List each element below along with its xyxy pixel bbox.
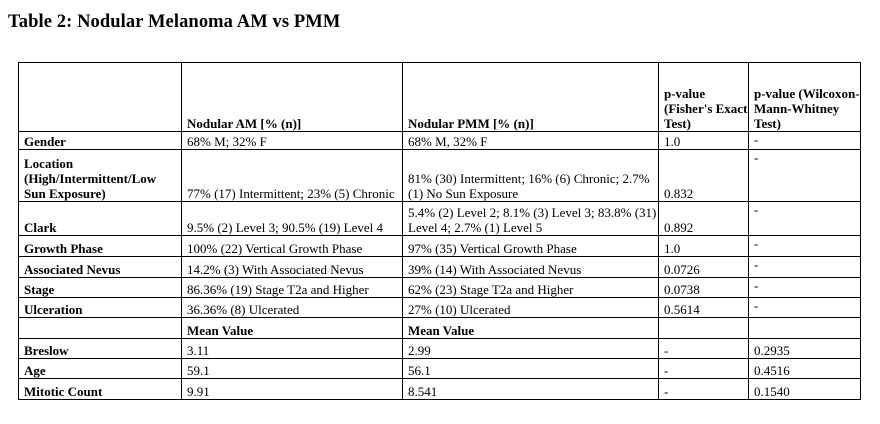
table-row	[19, 278, 861, 298]
cell-am: 9.91	[182, 379, 403, 400]
mean-header-pmm: Mean Value	[403, 318, 659, 339]
header-wilcoxon: p-value (Wilcoxon-Mann-Whitney Test)	[749, 63, 861, 132]
cell-pmm: 81% (30) Intermittent; 16% (6) Chronic; 2.7% (1) No Sun Exposure	[403, 150, 659, 202]
header-am: Nodular AM [% (n)]	[182, 63, 403, 132]
row-label: Gender	[19, 132, 182, 150]
mean-header-am: Mean Value	[182, 318, 403, 339]
cell-fisher: 1.0	[659, 132, 749, 150]
cell-wilcoxon: -	[749, 132, 861, 150]
cell-fisher: 0.0738	[659, 278, 749, 298]
cell-pmm: 8.541	[403, 379, 659, 400]
table-row	[19, 257, 861, 278]
cell-wilcoxon: -	[749, 257, 861, 278]
cell-am: 9.5% (2) Level 3; 90.5% (19) Level 4	[182, 202, 403, 236]
cell-fisher: -	[659, 359, 749, 379]
row-label: Growth Phase	[19, 236, 182, 257]
cell-wilcoxon: -	[749, 278, 861, 298]
table-title: Table 2: Nodular Melanoma AM vs PMM	[8, 12, 341, 32]
table-row	[19, 132, 861, 150]
cell-am: 68% M; 32% F	[182, 132, 403, 150]
table-row	[19, 339, 861, 359]
cell-fisher: 0.832	[659, 150, 749, 202]
row-label: Breslow	[19, 339, 182, 359]
cell-pmm: 39% (14) With Associated Nevus	[403, 257, 659, 278]
header-row	[19, 63, 861, 132]
cell-wilcoxon: 0.1540	[749, 379, 861, 400]
mean-header-empty	[19, 318, 182, 339]
cell-wilcoxon: -	[749, 236, 861, 257]
row-label: Location (High/Intermittent/Low Sun Exposure)	[19, 150, 182, 202]
mean-header-row	[19, 318, 861, 339]
cell-pmm: 27% (10) Ulcerated	[403, 298, 659, 318]
cell-am: 86.36% (19) Stage T2a and Higher	[182, 278, 403, 298]
table-row	[19, 298, 861, 318]
cell-fisher: 0.892	[659, 202, 749, 236]
cell-am: 14.2% (3) With Associated Nevus	[182, 257, 403, 278]
table-row	[19, 379, 861, 400]
cell-fisher: 0.0726	[659, 257, 749, 278]
cell-fisher: 1.0	[659, 236, 749, 257]
cell-am: 77% (17) Intermittent; 23% (5) Chronic	[182, 150, 403, 202]
header-fisher: p-value (Fisher's Exact Test)	[659, 63, 749, 132]
comparison-table	[18, 62, 861, 400]
cell-pmm: 5.4% (2) Level 2; 8.1% (3) Level 3; 83.8% (31) Level 4; 2.7% (1) Level 5	[403, 202, 659, 236]
row-label: Ulceration	[19, 298, 182, 318]
cell-pmm: 56.1	[403, 359, 659, 379]
table-row	[19, 150, 861, 202]
table-row	[19, 359, 861, 379]
cell-pmm: 68% M, 32% F	[403, 132, 659, 150]
cell-wilcoxon: 0.2935	[749, 339, 861, 359]
row-label: Age	[19, 359, 182, 379]
header-pmm: Nodular PMM [% (n)]	[403, 63, 659, 132]
cell-fisher: -	[659, 379, 749, 400]
cell-wilcoxon: 0.4516	[749, 359, 861, 379]
cell-am: 36.36% (8) Ulcerated	[182, 298, 403, 318]
mean-header-fisher-empty	[659, 318, 749, 339]
mean-header-wilcoxon-empty	[749, 318, 861, 339]
row-label: Clark	[19, 202, 182, 236]
cell-am: 3.11	[182, 339, 403, 359]
row-label: Stage	[19, 278, 182, 298]
cell-wilcoxon: -	[749, 150, 861, 202]
table-row	[19, 236, 861, 257]
cell-pmm: 2.99	[403, 339, 659, 359]
cell-am: 59.1	[182, 359, 403, 379]
cell-fisher: 0.5614	[659, 298, 749, 318]
header-empty-cell	[19, 63, 182, 132]
row-label: Associated Nevus	[19, 257, 182, 278]
cell-fisher: -	[659, 339, 749, 359]
cell-pmm: 97% (35) Vertical Growth Phase	[403, 236, 659, 257]
table-row	[19, 202, 861, 236]
cell-am: 100% (22) Vertical Growth Phase	[182, 236, 403, 257]
cell-wilcoxon: -	[749, 202, 861, 236]
row-label: Mitotic Count	[19, 379, 182, 400]
cell-pmm: 62% (23) Stage T2a and Higher	[403, 278, 659, 298]
cell-wilcoxon: -	[749, 298, 861, 318]
